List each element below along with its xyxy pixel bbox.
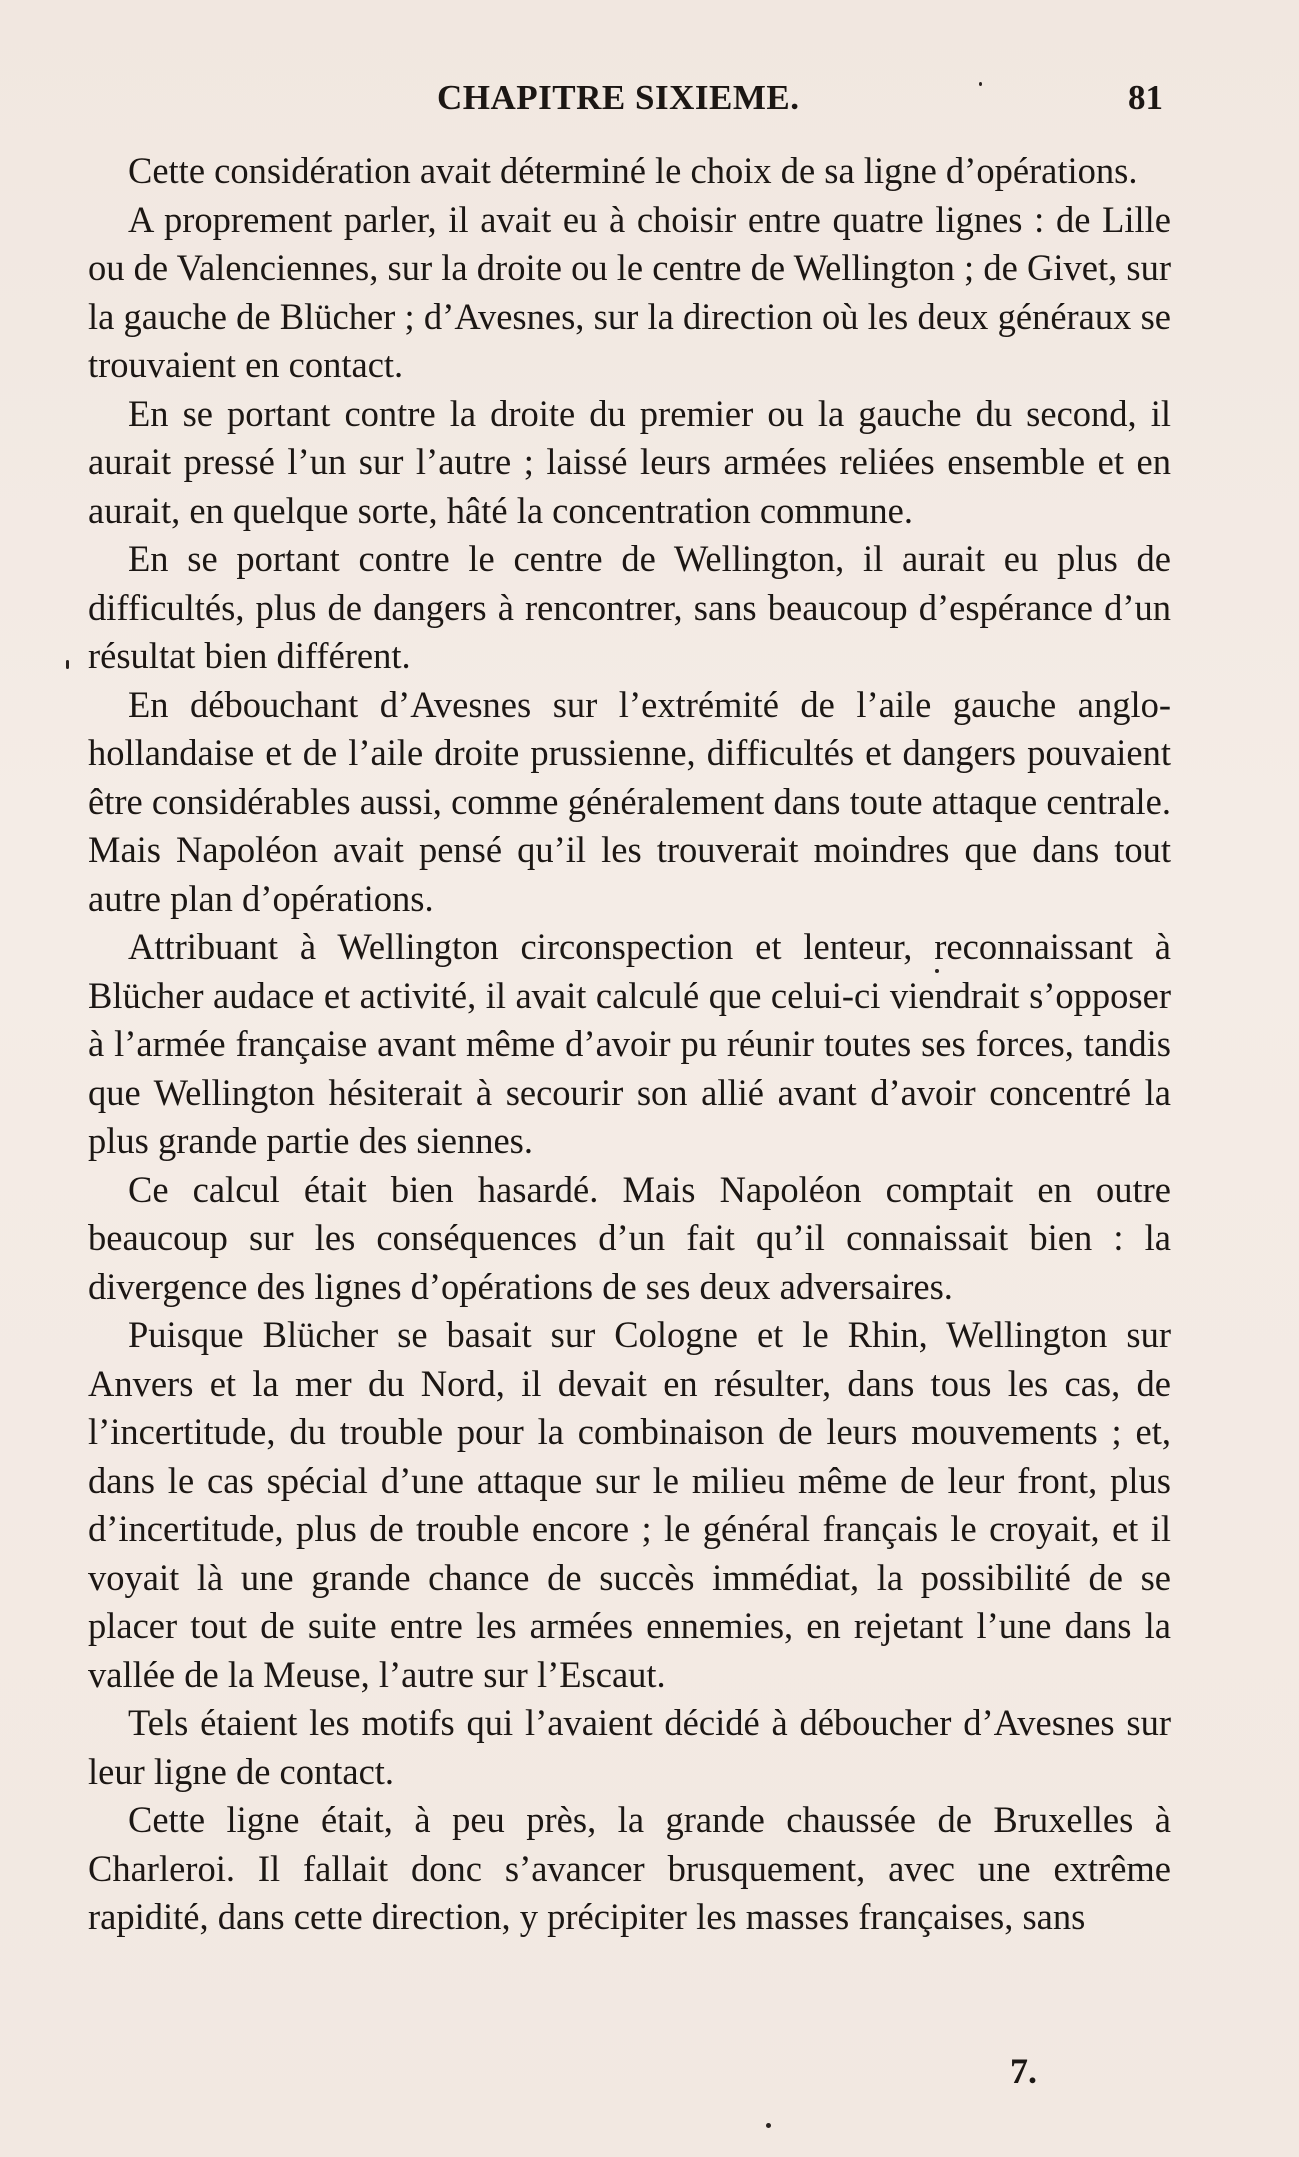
paragraph: Cette ligne était, à peu près, la grande chaussée de Bruxelles à Charleroi. Il fallait donc s’avancer brusquement, avec une extrême rapidité, dans cette direction, y précipiter les masses françaises, sans <box>88 1799 1171 1937</box>
page-number: 81 <box>1128 78 1163 117</box>
running-head <box>0 78 1299 128</box>
ink-speck <box>66 660 69 669</box>
paragraph: En débouchant d’Avesnes sur l’extrémité de l’aile gauche anglo-hollandaise et de l’aile droite prussienne, difficultés et dangers pouvaient être considérables aussi, comme généralement dans toute attaque centrale. Mais Napoléon avait pensé qu’il les trouverait moindres que dans tout autre plan d’opérations. <box>88 683 1171 919</box>
paragraph: Tels étaient les motifs qui l’avaient décidé à déboucher d’Avesnes sur leur ligne de contact. <box>88 1702 1171 1792</box>
paragraph: Attribuant à Wellington circonspection et lenteur, reconnaissant à Blücher audace et activité, il avait calculé que celui-ci viendrait s’opposer à l’armée française avant même d’avoir pu réunir toutes ses forces, tandis que Wellington hésiterait à secourir son allié avant d’avoir concentré la plus grande partie des siennes. <box>88 926 1171 1161</box>
paragraph: Cette considération avait déterminé le choix de sa ligne d’opérations. <box>128 150 1138 191</box>
paragraph: Puisque Blücher se basait sur Cologne et le Rhin, Wellington sur Anvers et la mer du Nord, il devait en résulter, dans tous les cas, de l’incertitude, du trouble pour la combinaison de leurs mouvements ; et, dans le cas spécial d’une attaque sur le milieu même de leur front, plus d’incertitude, plus de trouble encore ; le général français le croyait, et il voyait là une grande chance de succès immédiat, la possibilité de se placer tout de suite entre les armées ennemies, en rejetant l’une dans la vallée de la Meuse, l’autre sur l’Escaut. <box>88 1314 1171 1695</box>
paragraph: A proprement parler, il avait eu à choisir entre quatre lignes : de Lille ou de Valenciennes, sur la droite ou le centre de Wellington ; de Givet, sur la gauche de Blücher ; d’Avesnes, sur la direction où les deux généraux se trouvaient en contact. <box>88 198 1171 385</box>
ink-speck <box>935 969 939 973</box>
ink-speck <box>766 2123 771 2128</box>
paragraph: En se portant contre le centre de Wellington, il aurait eu plus de difficultés, plus de dangers à rencontrer, sans beaucoup d’espérance d’un résultat bien différent. <box>88 538 1171 676</box>
paragraph: Ce calcul était bien hasardé. Mais Napoléon comptait en outre beaucoup sur les conséquences d’un fait qu’il connaissait bien : la divergence des lignes d’opérations de ses deux adversaires. <box>88 1168 1171 1307</box>
paragraph: En se portant contre la droite du premier ou la gauche du second, il aurait pressé l’un sur l’autre ; laissé leurs armées reliées ensemble et en aurait, en quelque sorte, hâté la concentration commune. <box>88 392 1171 531</box>
body-text <box>88 147 1171 1942</box>
chapter-title: CHAPITRE SIXIEME. <box>437 78 800 117</box>
ink-speck <box>979 82 982 86</box>
signature-mark: 7. <box>1010 2051 1037 2091</box>
